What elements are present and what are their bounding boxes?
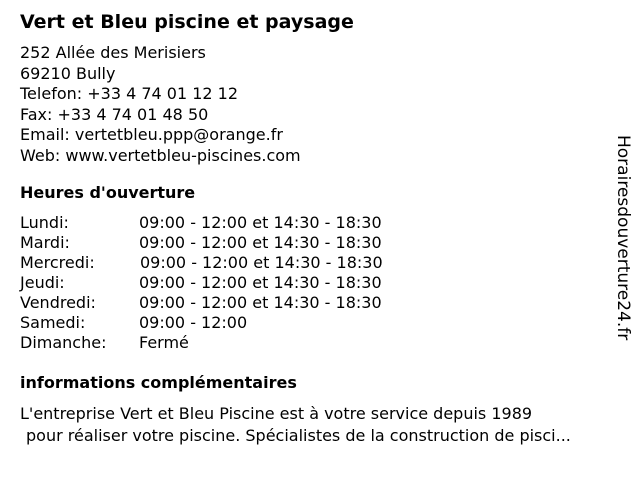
address-line-city: 69210 Bully: [20, 63, 116, 83]
day-label: Samedi:: [20, 313, 86, 332]
day-label: Dimanche:: [20, 333, 107, 352]
hours-row-saturday: [20, 313, 440, 333]
info-line-2: pour réaliser votre piscine. Spécialistes de la construction de pisci...: [26, 426, 571, 445]
address-line-street: 252 Allée des Merisiers: [20, 43, 206, 62]
phone-line: Telefon: +33 4 74 01 12 12: [20, 84, 239, 103]
hours-row-tuesday: [20, 233, 440, 253]
info-line-1: L'entreprise Vert et Bleu Piscine est à votre service depuis 1989: [20, 404, 533, 423]
opening-hours-heading: Heures d'ouverture: [20, 183, 196, 202]
opening-hours-table: [20, 213, 440, 353]
fax-line: Fax: +33 4 74 01 48 50: [20, 104, 209, 124]
hours-row-thursday: [20, 273, 440, 293]
day-label: Lundi:: [20, 213, 69, 232]
day-hours: 09:00 - 12:00 et 14:30 - 18:30: [139, 213, 382, 232]
day-hours: 09:00 - 12:00 et 14:30 - 18:30: [139, 233, 382, 252]
site-watermark: Horairesdouverture24.fr: [613, 135, 633, 341]
hours-row-monday: [20, 213, 440, 233]
day-hours: 09:00 - 12:00 et 14:30 - 18:30: [140, 253, 383, 272]
day-label: Mardi:: [20, 233, 70, 252]
email-line: Email: vertetbleu.ppp@orange.fr: [20, 125, 283, 144]
day-hours: 09:00 - 12:00 et 14:30 - 18:30: [139, 273, 382, 292]
hours-row-friday: [20, 293, 440, 313]
additional-info-heading: informations complémentaires: [20, 373, 297, 392]
web-line: Web: www.vertetbleu-piscines.com: [20, 145, 301, 165]
day-hours: 09:00 - 12:00: [139, 313, 248, 332]
day-hours: Fermé: [139, 333, 189, 352]
contact-block: [20, 43, 301, 166]
day-hours: 09:00 - 12:00 et 14:30 - 18:30: [139, 293, 382, 312]
day-label: Mercredi:: [20, 253, 95, 272]
day-label: Vendredi:: [20, 293, 96, 312]
hours-row-wednesday: [20, 253, 440, 273]
day-label: Jeudi:: [20, 273, 65, 292]
business-name: Vert et Bleu piscine et paysage: [20, 11, 354, 33]
hours-row-sunday: [20, 333, 440, 353]
additional-info-text: [20, 403, 620, 447]
